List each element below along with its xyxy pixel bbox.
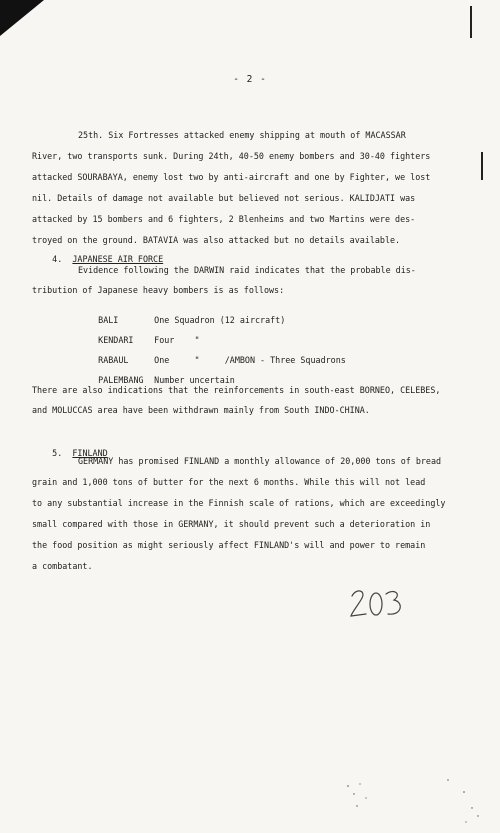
- paragraph-line: 25th. Six Fortresses attacked enemy shipping at mouth of MACASSAR: [78, 130, 406, 140]
- paragraph-line: and MOLUCCAS area have been withdrawn mainly from South INDO-CHINA.: [32, 405, 370, 415]
- paragraph-line: small compared with those in GERMANY, it should prevent such a deterioration in: [32, 519, 431, 529]
- paragraph-line: attacked by 15 bombers and 6 fighters, 2 Blenheims and two Martins were des-: [32, 214, 416, 224]
- paragraph-line: GERMANY has promised FINLAND a monthly allowance of 20,000 tons of bread: [78, 456, 442, 466]
- section-title: FINLAND: [72, 448, 108, 458]
- allocation-detail: Number uncertain: [154, 375, 235, 385]
- page-number: - 2 -: [233, 74, 267, 85]
- paragraph-line: Evidence following the DARWIN raid indicates that the probable dis-: [78, 265, 416, 275]
- paragraph-line: River, two transports sunk. During 24th, 40-50 enemy bombers and 30-40 fighters: [32, 151, 431, 161]
- paragraph-line: grain and 1,000 tons of butter for the next 6 months. While this will not lead: [32, 477, 426, 487]
- allocation-detail: One Squadron (12 aircraft): [154, 315, 286, 325]
- scan-noise: [338, 772, 488, 832]
- paragraph-line: There are also indications that the reinforcements in south-east BORNEO, CELEBES,: [32, 385, 441, 395]
- paragraph-line: tribution of Japanese heavy bombers is as follows:: [32, 285, 285, 295]
- allocation-detail: One " /AMBON - Three Squadrons: [154, 355, 346, 365]
- paragraph-line: the food position as might seriously affect FINLAND's will and power to remain: [32, 540, 426, 550]
- allocation-place: KENDARI: [98, 335, 134, 345]
- section-number: 5.: [52, 448, 63, 458]
- paragraph-line: troyed on the ground. BATAVIA was also attacked but no details available.: [32, 235, 401, 245]
- section-title: JAPANESE AIR FORCE: [72, 254, 164, 264]
- paragraph-line: to any substantial increase in the Finnish scale of rations, which are exceedingly: [32, 498, 446, 508]
- allocation-place: RABAUL: [98, 355, 129, 365]
- scan-edge-mark: [481, 152, 483, 180]
- allocation-place: PALEMBANG: [98, 375, 144, 385]
- allocation-detail: Four ": [154, 335, 200, 345]
- paragraph-line: nil. Details of damage not available but believed not serious. KALIDJATI was: [32, 193, 416, 203]
- allocation-place: BALI: [98, 315, 119, 325]
- paragraph-line: a combatant.: [32, 561, 93, 571]
- section-number: 4.: [52, 254, 63, 264]
- scan-corner-mark: [0, 0, 44, 36]
- scan-edge-mark: [470, 6, 472, 38]
- paragraph-line: attacked SOURABAYA, enemy lost two by anti-aircraft and one by Fighter, we lost: [32, 172, 431, 182]
- handwritten-folio-number: [348, 586, 408, 622]
